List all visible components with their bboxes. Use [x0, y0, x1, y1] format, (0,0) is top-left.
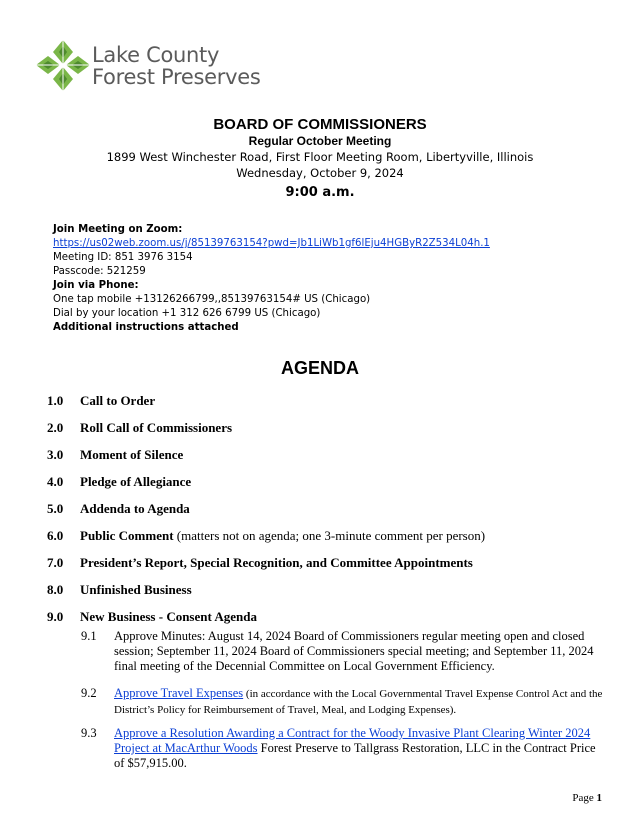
meeting-date: Wednesday, October 9, 2024: [236, 166, 404, 180]
agenda-subitem-text: [114, 686, 604, 718]
phone-heading: Join via Phone:: [53, 280, 139, 291]
page-label: Page: [572, 792, 597, 804]
logo-text-line1: Lake County: [92, 43, 220, 67]
board-title: BOARD OF COMMISSIONERS: [213, 116, 427, 133]
agenda-item-label: Moment of Silence: [80, 447, 184, 462]
meeting-subtitle: Regular October Meeting: [248, 134, 392, 148]
zoom-link[interactable]: https://us02web.zoom.us/j/85139763154?pwd=Jb1LiWb1gf6lEju4HGByR2Z534L04h.1: [53, 238, 490, 249]
agenda-item-number: 5.0: [47, 501, 64, 516]
agenda-subitem-number: 9.1: [81, 629, 97, 643]
agenda-item-label: Pledge of Allegiance: [80, 474, 192, 489]
agenda-subitem-number: 9.2: [81, 686, 97, 700]
contract-resolution-link[interactable]: Approve a Resolution Awarding a Contract for the Woody Invasive Plant Clearing Winter 2024 Project at MacArthur Woods: [114, 726, 591, 755]
agenda-item-label: New Business - Consent Agenda: [80, 609, 257, 624]
agenda-item-number: 1.0: [47, 393, 64, 408]
agenda-subitem-text: Approve Minutes: August 14, 2024 Board of Commissioners regular meeting open and closed session; September 11, 2024 Board of Commissioners special meeting; and September 11, 2024 final meeting of the Decennial Committee on Local Government Efficiency.: [114, 629, 594, 673]
zoom-heading: Join Meeting on Zoom:: [53, 224, 183, 235]
agenda-item-number: 7.0: [47, 555, 64, 570]
agenda-item-note: (matters not on agenda; one 3-minute comment per person): [173, 528, 486, 543]
zoom-meeting-id: Meeting ID: 851 3976 3154: [53, 252, 193, 263]
agenda-item-label-text: Public Comment: [80, 528, 174, 543]
agenda-item-number: 3.0: [47, 447, 64, 462]
logo-text-line2: Forest Preserves: [92, 65, 261, 89]
additional-instructions: Additional instructions attached: [53, 322, 239, 333]
agenda-item-label: Roll Call of Commissioners: [80, 420, 233, 435]
zoom-info: [53, 223, 490, 335]
agenda-item-label: Unfinished Business: [80, 582, 192, 597]
meeting-time: 9:00 a.m.: [285, 185, 355, 200]
agenda-item-label: [80, 528, 485, 544]
zoom-passcode: Passcode: 521259: [53, 266, 146, 277]
agenda-title: AGENDA: [280, 358, 359, 378]
page-number: 1: [596, 792, 602, 804]
agenda-item-label: President’s Report, Special Recognition, and Committee Appointments: [80, 555, 473, 570]
approve-travel-expenses-link[interactable]: Approve Travel Expenses: [114, 686, 244, 700]
dial-by-location: Dial by your location +1 312 626 6799 US (Chicago): [53, 308, 321, 319]
forest-preserves-logo-icon: [33, 38, 93, 93]
agenda-item-number: 2.0: [47, 420, 64, 435]
agenda-item-number: 9.0: [47, 609, 64, 624]
page-footer: [572, 792, 602, 804]
agenda-item-number: 4.0: [47, 474, 64, 489]
agenda-subitem-detail: Forest Preserve to Tallgrass Restoration, LLC in the Contract Price of $57,915.00.: [114, 741, 596, 770]
agenda-subitem-detail: (in accordance with the Local Governmental Travel Expense Control Act and the District’s Policy for Reimbursement of Travel, Meal, and Lodging Expenses).: [114, 688, 603, 716]
agenda-item-label: Call to Order: [80, 393, 156, 408]
meeting-address: 1899 West Winchester Road, First Floor Meeting Room, Libertyville, Illinois: [106, 150, 534, 164]
agenda-subitem-text: [114, 726, 604, 771]
agenda-item-number: 8.0: [47, 582, 64, 597]
agenda-item-label: Addenda to Agenda: [80, 501, 190, 516]
one-tap-mobile: One tap mobile +13126266799,,85139763154# US (Chicago): [53, 294, 371, 305]
agenda-item-number: 6.0: [47, 528, 64, 543]
agenda-subitem-number: 9.3: [81, 726, 97, 740]
